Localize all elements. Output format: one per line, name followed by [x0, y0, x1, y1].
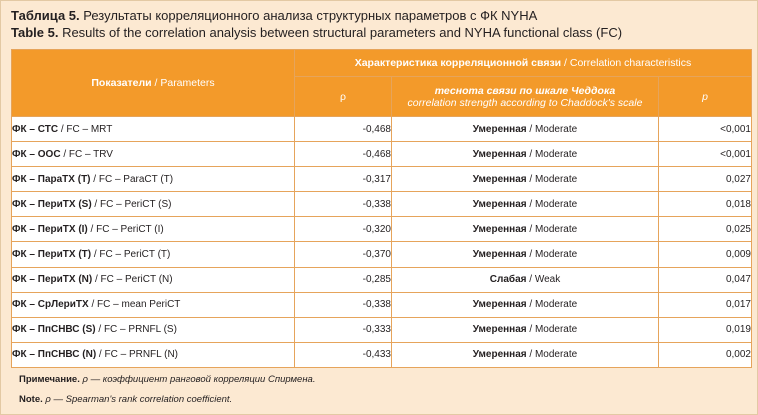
cell-rho: -0,285 [295, 267, 392, 292]
cell-parameter [12, 142, 295, 167]
cell-rho: -0,433 [295, 342, 392, 367]
cell-parameter [12, 292, 295, 317]
cell-p: 0,018 [659, 192, 752, 217]
cell-p: <0,001 [659, 142, 752, 167]
cell-rho: -0,320 [295, 217, 392, 242]
cell-p: 0,047 [659, 267, 752, 292]
header-parameters [12, 50, 295, 117]
param-en: / FC – MRT [58, 123, 113, 135]
correlation-table [11, 49, 752, 368]
cell-strength [392, 267, 659, 292]
header-corr-ru: Характеристика корреляционной связи [354, 57, 562, 69]
table-caption-en [11, 25, 622, 41]
table-row [12, 342, 752, 367]
cell-parameter [12, 167, 295, 192]
table-row [12, 217, 752, 242]
strength-en: / Moderate [526, 123, 578, 135]
cell-strength [392, 142, 659, 167]
strength-en: / Weak [526, 274, 561, 286]
table-row [12, 292, 752, 317]
strength-en: / Moderate [526, 299, 578, 311]
strength-ru: Умеренная [472, 223, 527, 235]
caption-text-en: Results of the correlation analysis between structural parameters and NYHA functional class (FC) [58, 25, 623, 40]
cell-strength [392, 242, 659, 267]
cell-rho: -0,468 [295, 142, 392, 167]
strength-ru: Умеренная [472, 324, 527, 336]
note-text-ru: ρ — коэффициент ранговой корреляции Спирмена. [79, 374, 316, 385]
header-correlation-characteristics [295, 50, 752, 77]
param-ru: ФК – ПериТХ (T) [12, 249, 92, 261]
cell-p: 0,019 [659, 317, 752, 342]
cell-parameter [12, 117, 295, 142]
param-ru: ФК – ПпСНВС (N) [12, 349, 97, 361]
cell-rho: -0,370 [295, 242, 392, 267]
strength-en: / Moderate [526, 148, 578, 160]
cell-parameter [12, 192, 295, 217]
cell-p: <0,001 [659, 117, 752, 142]
cell-p: 0,009 [659, 242, 752, 267]
param-en: / FC – PeriCT (T) [91, 249, 171, 261]
strength-en: / Moderate [526, 249, 578, 261]
cell-parameter [12, 342, 295, 367]
cell-strength [392, 167, 659, 192]
strength-ru: Умеренная [472, 349, 527, 361]
strength-en: / Moderate [526, 173, 578, 185]
cell-parameter [12, 267, 295, 292]
table-caption-ru [11, 8, 537, 24]
param-en: / FC – TRV [60, 148, 113, 160]
strength-en: / Moderate [526, 349, 578, 361]
cell-parameter [12, 242, 295, 267]
strength-ru: Слабая [489, 274, 527, 286]
header-strength [392, 77, 659, 117]
header-rho: ρ [295, 77, 392, 117]
cell-strength [392, 292, 659, 317]
param-ru: ФК – OOC [12, 148, 61, 160]
strength-ru: Умеренная [472, 249, 527, 261]
cell-rho: -0,338 [295, 292, 392, 317]
note-label-ru: Примечание. [19, 374, 80, 385]
strength-ru: Умеренная [472, 148, 527, 160]
table-row [12, 142, 752, 167]
param-en: / FC – PeriCT (S) [91, 198, 172, 210]
strength-en: / Moderate [526, 324, 578, 336]
cell-p: 0,017 [659, 292, 752, 317]
cell-parameter [12, 217, 295, 242]
note-text-en: ρ — Spearman's rank correlation coefficient. [42, 394, 233, 405]
strength-en: / Moderate [526, 198, 578, 210]
header-p [659, 77, 752, 117]
strength-ru: Умеренная [472, 198, 527, 210]
header-corr-en: / Correlation characteristics [561, 57, 692, 69]
cell-strength [392, 192, 659, 217]
note-label-en: Note. [19, 394, 43, 405]
param-en: / FC – PRNFL (S) [95, 324, 177, 336]
param-ru: ФК – ПериТХ (I) [12, 223, 88, 235]
param-ru: ФК – СрЛериТХ [12, 299, 89, 311]
param-en: / FC – PRNFL (N) [96, 349, 179, 361]
strength-en: / Moderate [526, 223, 578, 235]
cell-p: 0,025 [659, 217, 752, 242]
strength-ru: Умеренная [472, 123, 527, 135]
table-row [12, 167, 752, 192]
cell-p: 0,027 [659, 167, 752, 192]
cell-p: 0,002 [659, 342, 752, 367]
caption-text-ru: Результаты корреляционного анализа структурных параметров с ФК NYHA [79, 8, 538, 23]
cell-rho: -0,317 [295, 167, 392, 192]
note-ru [19, 374, 315, 386]
param-ru: ФК – ПериТХ (N) [12, 274, 93, 286]
table-row [12, 317, 752, 342]
note-en [19, 394, 232, 406]
param-en: / FC – PeriCT (N) [92, 274, 173, 286]
param-ru: ФК – ПпСНВС (S) [12, 324, 96, 336]
caption-label-en: Table 5. [11, 25, 59, 40]
table-row [12, 192, 752, 217]
table-row [12, 267, 752, 292]
param-en: / FC – PeriCT (I) [87, 223, 164, 235]
cell-parameter [12, 317, 295, 342]
strength-ru: Умеренная [472, 299, 527, 311]
caption-label-ru: Таблица 5. [11, 8, 80, 23]
param-ru: ФК – СТС [12, 123, 59, 135]
header-strength-ru: теснота связи по шкале Чеддока [434, 84, 616, 97]
header-parameters-ru: Показатели [91, 77, 152, 89]
cell-rho: -0,468 [295, 117, 392, 142]
cell-strength [392, 317, 659, 342]
strength-ru: Умеренная [472, 173, 527, 185]
cell-strength [392, 117, 659, 142]
param-ru: ФК – ПараТХ (Т) [12, 173, 91, 185]
param-en: / FC – ParaCT (T) [90, 173, 174, 185]
header-parameters-en: / Parameters [151, 77, 215, 89]
cell-rho: -0,338 [295, 192, 392, 217]
cell-rho: -0,333 [295, 317, 392, 342]
cell-strength [392, 342, 659, 367]
header-p-label: p [702, 90, 708, 103]
table-row [12, 242, 752, 267]
cell-strength [392, 217, 659, 242]
table-row [12, 117, 752, 142]
param-en: / FC – mean PeriCT [88, 299, 181, 311]
header-strength-en: correlation strength according to Chaddock's scale [407, 96, 643, 109]
param-ru: ФК – ПериТХ (S) [12, 198, 92, 210]
